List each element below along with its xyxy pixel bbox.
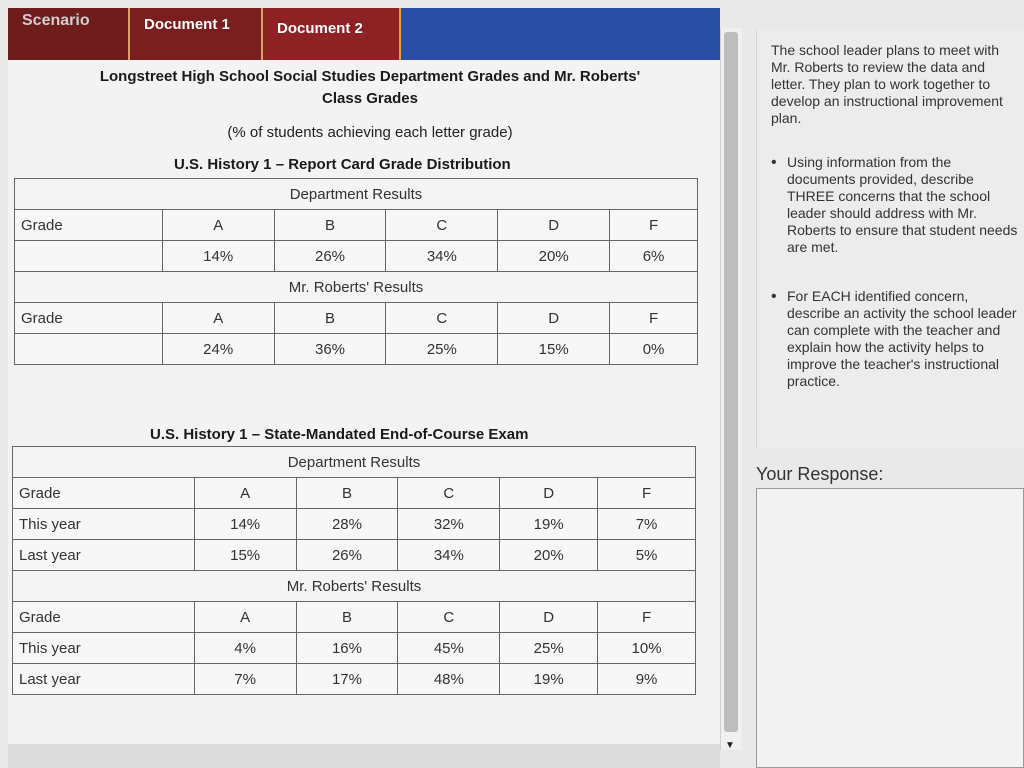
instruction-bullet-1: • Using information from the documents provided, describe THREE concerns that the school leader should address with Mr. Roberts to ensure that student needs are met. bbox=[787, 154, 1021, 256]
document-subtitle: (% of students achieving each letter grade) bbox=[227, 124, 513, 141]
end-of-course-exam-table bbox=[12, 446, 696, 695]
instruction-bullet-2: • For EACH identified concern, describe an activity the school leader can complete with the teacher and explain how the activity helps to improve the teacher's instructional practice. bbox=[787, 288, 1021, 390]
document-footer-strip bbox=[8, 744, 720, 768]
grade-header: F bbox=[610, 210, 698, 241]
grade-header: C bbox=[398, 478, 500, 509]
grade-header: C bbox=[386, 210, 498, 241]
table-cell: 15% bbox=[194, 540, 296, 571]
grade-row-label: Grade bbox=[15, 303, 163, 334]
table-cell: 24% bbox=[162, 334, 274, 365]
tab-document-1[interactable]: Document 1 bbox=[130, 8, 263, 62]
table-cell: 0% bbox=[610, 334, 698, 365]
table-cell: 25% bbox=[500, 633, 598, 664]
table-cell: 34% bbox=[398, 540, 500, 571]
table-cell: 19% bbox=[500, 509, 598, 540]
report-card-distribution-table bbox=[14, 178, 698, 365]
document-title-line-2: Class Grades bbox=[322, 90, 418, 107]
instructions-intro: The school leader plans to meet with Mr. Roberts to review the data and letter. They plan to work together to develop an instructional improvement plan. bbox=[771, 42, 1003, 126]
table-row bbox=[15, 303, 698, 334]
table-cell: 7% bbox=[598, 509, 696, 540]
grade-row-label: Grade bbox=[13, 602, 195, 633]
table-cell: 20% bbox=[498, 241, 610, 272]
grade-header: D bbox=[498, 210, 610, 241]
department-results-caption: Department Results bbox=[15, 179, 698, 210]
table-cell: 20% bbox=[500, 540, 598, 571]
table-cell: 14% bbox=[194, 509, 296, 540]
table-row bbox=[15, 179, 698, 210]
section-end-of-course-title: U.S. History 1 – State-Mandated End-of-Course Exam bbox=[150, 426, 529, 443]
table-row bbox=[15, 241, 698, 272]
table-cell: 26% bbox=[296, 540, 398, 571]
grade-header: C bbox=[386, 303, 498, 334]
document-title-line-1: Longstreet High School Social Studies Department Grades and Mr. Roberts' bbox=[99, 68, 641, 85]
table-cell: 15% bbox=[498, 334, 610, 365]
table-row bbox=[13, 478, 696, 509]
table-row bbox=[13, 540, 696, 571]
grade-header: A bbox=[194, 478, 296, 509]
table-cell: 28% bbox=[296, 509, 398, 540]
grade-row-label: Grade bbox=[15, 210, 163, 241]
document-scrollbar-thumb[interactable] bbox=[724, 32, 738, 732]
table-cell: 32% bbox=[398, 509, 500, 540]
grade-header: B bbox=[274, 303, 386, 334]
grade-header: F bbox=[598, 478, 696, 509]
table-cell: 9% bbox=[598, 664, 696, 695]
table-cell: 7% bbox=[194, 664, 296, 695]
grade-header: F bbox=[610, 303, 698, 334]
response-label: Your Response: bbox=[756, 464, 884, 484]
table-row bbox=[13, 571, 696, 602]
roberts-results-caption: Mr. Roberts' Results bbox=[13, 571, 696, 602]
table-row bbox=[13, 602, 696, 633]
response-text-area[interactable] bbox=[756, 488, 1024, 768]
this-year-label: This year bbox=[13, 633, 195, 664]
scroll-down-arrow-icon[interactable]: ▼ bbox=[725, 740, 735, 751]
table-row bbox=[15, 272, 698, 303]
table-cell: 19% bbox=[500, 664, 598, 695]
grade-header: B bbox=[296, 602, 398, 633]
this-year-label: This year bbox=[13, 509, 195, 540]
tab-document-2[interactable]: Document 2 bbox=[263, 8, 401, 62]
grade-row-label: Grade bbox=[13, 478, 195, 509]
table-cell: 45% bbox=[398, 633, 500, 664]
table-cell: 5% bbox=[598, 540, 696, 571]
grade-header: A bbox=[194, 602, 296, 633]
table-cell: 14% bbox=[162, 241, 274, 272]
table-cell: 4% bbox=[194, 633, 296, 664]
table-cell: 16% bbox=[296, 633, 398, 664]
tab-scenario[interactable]: Scenario bbox=[8, 8, 130, 62]
instructions-response-panel bbox=[756, 30, 1024, 768]
table-cell: 17% bbox=[296, 664, 398, 695]
empty-row-label bbox=[15, 334, 163, 365]
table-row bbox=[13, 664, 696, 695]
department-results-caption: Department Results bbox=[13, 447, 696, 478]
grade-header: B bbox=[296, 478, 398, 509]
instructions-box bbox=[756, 30, 1024, 448]
last-year-label: Last year bbox=[13, 664, 195, 695]
table-row bbox=[13, 447, 696, 478]
document-scrollbar[interactable] bbox=[720, 28, 742, 750]
table-cell: 10% bbox=[598, 633, 696, 664]
grade-header: D bbox=[500, 478, 598, 509]
grade-header: F bbox=[598, 602, 696, 633]
table-cell: 25% bbox=[386, 334, 498, 365]
table-cell: 34% bbox=[386, 241, 498, 272]
table-cell: 48% bbox=[398, 664, 500, 695]
table-row bbox=[13, 509, 696, 540]
table-cell: 36% bbox=[274, 334, 386, 365]
grade-header: A bbox=[162, 303, 274, 334]
grade-header: A bbox=[162, 210, 274, 241]
table-cell: 6% bbox=[610, 241, 698, 272]
grade-header: B bbox=[274, 210, 386, 241]
last-year-label: Last year bbox=[13, 540, 195, 571]
grade-header: D bbox=[498, 303, 610, 334]
table-row bbox=[15, 334, 698, 365]
roberts-results-caption: Mr. Roberts' Results bbox=[15, 272, 698, 303]
table-cell: 26% bbox=[274, 241, 386, 272]
table-row bbox=[15, 210, 698, 241]
table-row bbox=[13, 633, 696, 664]
empty-row-label bbox=[15, 241, 163, 272]
grade-header: D bbox=[500, 602, 598, 633]
grade-header: C bbox=[398, 602, 500, 633]
section-report-card-title: U.S. History 1 – Report Card Grade Distribution bbox=[174, 156, 511, 173]
